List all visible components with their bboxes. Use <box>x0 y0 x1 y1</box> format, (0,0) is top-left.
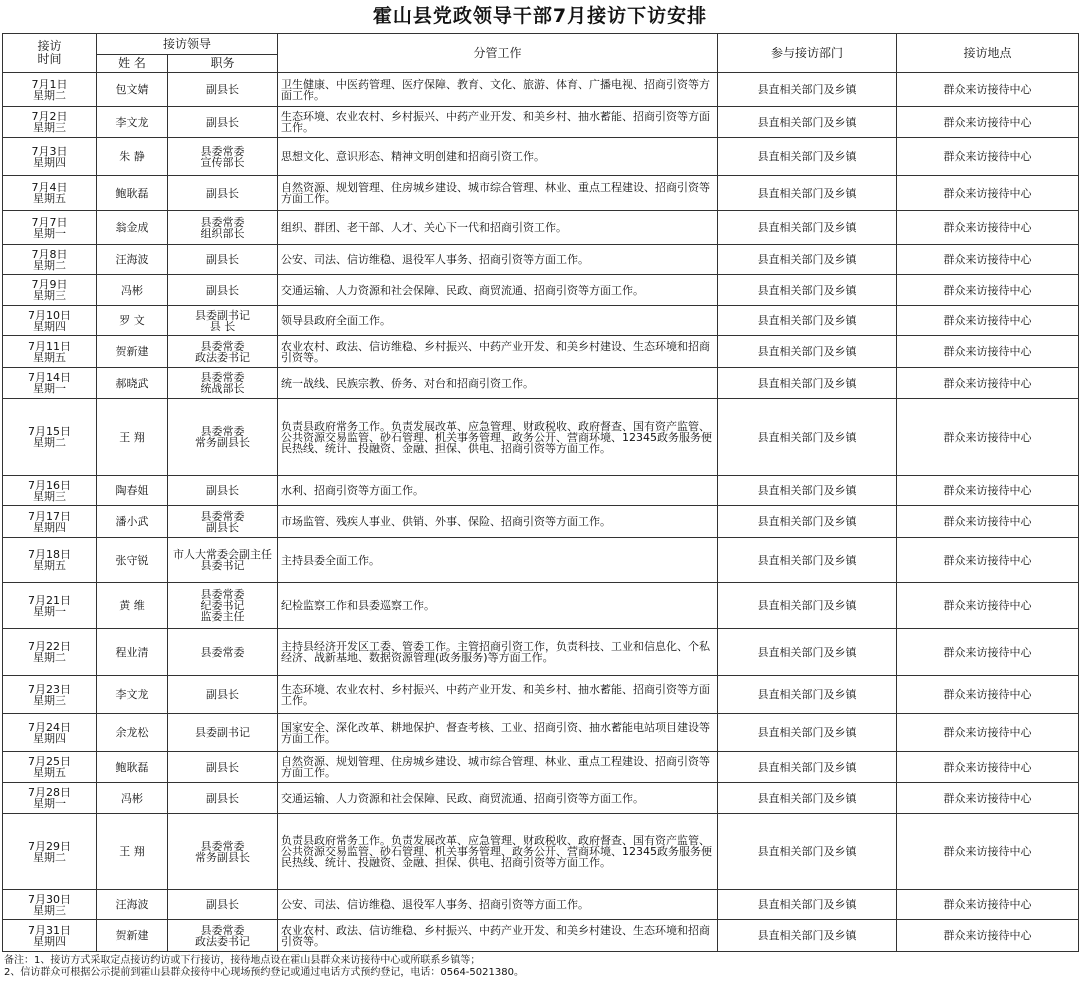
table-row <box>3 752 1079 783</box>
row-duties: 负责县政府常务工作。负责发展改革、应急管理、财政税收、政府督查、国有资产监管、公共资源交易监管、砂石管理、机关事务管理、政务公开、营商环境、12345政务服务便民热线、统计、投融资、金融、担保、供电、招商引资等方面工作。 <box>278 814 718 890</box>
row-name: 罗 文 <box>97 306 168 336</box>
row-date: 7月31日 星期四 <box>3 920 97 952</box>
row-duties: 自然资源、规划管理、住房城乡建设、城市综合管理、林业、重点工程建设、招商引资等方面工作。 <box>278 176 718 211</box>
row-duties: 交通运输、人力资源和社会保障、民政、商贸流通、招商引资等方面工作。 <box>278 275 718 306</box>
row-location: 群众来访接待中心 <box>897 506 1079 538</box>
row-name: 王 翔 <box>97 399 168 476</box>
header-time: 接访 时间 <box>3 34 97 73</box>
row-position: 副县长 <box>168 890 278 920</box>
table-row <box>3 629 1079 676</box>
row-position: 县委常委 纪委书记 监委主任 <box>168 583 278 629</box>
row-duties: 主持县经济开发区工委、管委工作。主管招商引资工作，负责科技、工业和信息化、个私经济、战新基地、数据资源管理(政务服务)等方面工作。 <box>278 629 718 676</box>
row-date: 7月23日 星期三 <box>3 676 97 714</box>
row-departments: 县直相关部门及乡镇 <box>718 176 897 211</box>
row-departments: 县直相关部门及乡镇 <box>718 368 897 399</box>
row-date: 7月22日 星期二 <box>3 629 97 676</box>
row-departments: 县直相关部门及乡镇 <box>718 814 897 890</box>
row-departments: 县直相关部门及乡镇 <box>718 306 897 336</box>
row-departments: 县直相关部门及乡镇 <box>718 783 897 814</box>
header-name: 姓 名 <box>97 55 168 73</box>
row-location: 群众来访接待中心 <box>897 399 1079 476</box>
row-date: 7月29日 星期二 <box>3 814 97 890</box>
row-location: 群众来访接待中心 <box>897 368 1079 399</box>
row-location: 群众来访接待中心 <box>897 306 1079 336</box>
table-row <box>3 783 1079 814</box>
table-row <box>3 814 1079 890</box>
row-name: 李文龙 <box>97 676 168 714</box>
row-position: 县委常委 副县长 <box>168 506 278 538</box>
table-row <box>3 399 1079 476</box>
table-row <box>3 890 1079 920</box>
row-position: 县委常委 常务副县长 <box>168 399 278 476</box>
row-location: 群众来访接待中心 <box>897 336 1079 368</box>
row-location: 群众来访接待中心 <box>897 783 1079 814</box>
table-row <box>3 714 1079 752</box>
row-duties: 交通运输、人力资源和社会保障、民政、商贸流通、招商引资等方面工作。 <box>278 783 718 814</box>
row-date: 7月4日 星期五 <box>3 176 97 211</box>
row-departments: 县直相关部门及乡镇 <box>718 138 897 176</box>
row-position: 副县长 <box>168 73 278 107</box>
row-date: 7月16日 星期三 <box>3 476 97 506</box>
row-date: 7月24日 星期四 <box>3 714 97 752</box>
row-location: 群众来访接待中心 <box>897 138 1079 176</box>
row-departments: 县直相关部门及乡镇 <box>718 275 897 306</box>
row-duties: 卫生健康、中医药管理、医疗保障、教育、文化、旅游、体育、广播电视、招商引资等方面工作。 <box>278 73 718 107</box>
table-row <box>3 920 1079 952</box>
row-duties: 生态环境、农业农村、乡村振兴、中药产业开发、和美乡村、抽水蓄能、招商引资等方面工作。 <box>278 107 718 138</box>
row-name: 贺新建 <box>97 920 168 952</box>
row-position: 副县长 <box>168 783 278 814</box>
row-position: 县委常委 宣传部长 <box>168 138 278 176</box>
row-name: 包文婧 <box>97 73 168 107</box>
row-duties: 自然资源、规划管理、住房城乡建设、城市综合管理、林业、重点工程建设、招商引资等方面工作。 <box>278 752 718 783</box>
row-location: 群众来访接待中心 <box>897 752 1079 783</box>
row-departments: 县直相关部门及乡镇 <box>718 629 897 676</box>
row-name: 郝晓武 <box>97 368 168 399</box>
row-date: 7月8日 星期二 <box>3 245 97 275</box>
row-location: 群众来访接待中心 <box>897 211 1079 245</box>
row-departments: 县直相关部门及乡镇 <box>718 920 897 952</box>
row-location: 群众来访接待中心 <box>897 107 1079 138</box>
row-duties: 领导县政府全面工作。 <box>278 306 718 336</box>
header-duties: 分管工作 <box>278 34 718 73</box>
row-location: 群众来访接待中心 <box>897 275 1079 306</box>
row-departments: 县直相关部门及乡镇 <box>718 583 897 629</box>
row-date: 7月11日 星期五 <box>3 336 97 368</box>
row-position: 市人大常委会副主任 县委书记 <box>168 538 278 583</box>
row-duties: 思想文化、意识形态、精神文明创建和招商引资工作。 <box>278 138 718 176</box>
row-date: 7月14日 星期一 <box>3 368 97 399</box>
row-departments: 县直相关部门及乡镇 <box>718 107 897 138</box>
row-duties: 主持县委全面工作。 <box>278 538 718 583</box>
row-duties: 国家安全、深化改革、耕地保护、督查考核、工业、招商引资、抽水蓄能电站项目建设等方面工作。 <box>278 714 718 752</box>
row-location: 群众来访接待中心 <box>897 714 1079 752</box>
table-row <box>3 275 1079 306</box>
row-position: 县委副书记 县 长 <box>168 306 278 336</box>
row-name: 余龙松 <box>97 714 168 752</box>
row-date: 7月7日 星期一 <box>3 211 97 245</box>
row-location: 群众来访接待中心 <box>897 538 1079 583</box>
row-location: 群众来访接待中心 <box>897 476 1079 506</box>
row-duties: 农业农村、政法、信访维稳、乡村振兴、中药产业开发、和美乡村建设、生态环境和招商引资等。 <box>278 920 718 952</box>
row-position: 县委副书记 <box>168 714 278 752</box>
row-date: 7月28日 星期一 <box>3 783 97 814</box>
row-duties: 统一战线、民族宗教、侨务、对台和招商引资工作。 <box>278 368 718 399</box>
row-duties: 水利、招商引资等方面工作。 <box>278 476 718 506</box>
row-departments: 县直相关部门及乡镇 <box>718 336 897 368</box>
row-date: 7月30日 星期三 <box>3 890 97 920</box>
row-departments: 县直相关部门及乡镇 <box>718 538 897 583</box>
table-row <box>3 138 1079 176</box>
row-name: 冯彬 <box>97 275 168 306</box>
row-name: 陶春姐 <box>97 476 168 506</box>
row-name: 李文龙 <box>97 107 168 138</box>
table-row <box>3 538 1079 583</box>
row-position: 县委常委 常务副县长 <box>168 814 278 890</box>
row-location: 群众来访接待中心 <box>897 73 1079 107</box>
row-duties: 组织、群团、老干部、人才、关心下一代和招商引资工作。 <box>278 211 718 245</box>
row-date: 7月25日 星期五 <box>3 752 97 783</box>
row-date: 7月17日 星期四 <box>3 506 97 538</box>
row-position: 副县长 <box>168 476 278 506</box>
row-duties: 公安、司法、信访维稳、退役军人事务、招商引资等方面工作。 <box>278 245 718 275</box>
row-name: 冯彬 <box>97 783 168 814</box>
header-position: 职务 <box>168 55 278 73</box>
row-date: 7月10日 星期四 <box>3 306 97 336</box>
row-date: 7月1日 星期二 <box>3 73 97 107</box>
row-departments: 县直相关部门及乡镇 <box>718 245 897 275</box>
row-location: 群众来访接待中心 <box>897 245 1079 275</box>
row-position: 县委常委 统战部长 <box>168 368 278 399</box>
row-date: 7月2日 星期三 <box>3 107 97 138</box>
row-departments: 县直相关部门及乡镇 <box>718 399 897 476</box>
header-leader-group: 接访领导 <box>97 34 278 55</box>
row-location: 群众来访接待中心 <box>897 583 1079 629</box>
row-position: 副县长 <box>168 275 278 306</box>
row-location: 群众来访接待中心 <box>897 890 1079 920</box>
row-departments: 县直相关部门及乡镇 <box>718 506 897 538</box>
row-name: 贺新建 <box>97 336 168 368</box>
table-row <box>3 211 1079 245</box>
row-departments: 县直相关部门及乡镇 <box>718 714 897 752</box>
row-position: 县委常委 组织部长 <box>168 211 278 245</box>
row-position: 副县长 <box>168 752 278 783</box>
row-position: 县委常委 <box>168 629 278 676</box>
row-date: 7月18日 星期五 <box>3 538 97 583</box>
row-duties: 市场监管、残疾人事业、供销、外事、保险、招商引资等方面工作。 <box>278 506 718 538</box>
row-position: 副县长 <box>168 107 278 138</box>
row-name: 潘小武 <box>97 506 168 538</box>
page-title: 霍山县党政领导干部7月接访下访安排 <box>372 5 708 27</box>
row-position: 副县长 <box>168 176 278 211</box>
row-name: 程业清 <box>97 629 168 676</box>
table-row <box>3 583 1079 629</box>
table-row <box>3 245 1079 275</box>
row-date: 7月15日 星期二 <box>3 399 97 476</box>
table-row <box>3 306 1079 336</box>
row-duties: 纪检监察工作和县委巡察工作。 <box>278 583 718 629</box>
table-row <box>3 336 1079 368</box>
table-row <box>3 368 1079 399</box>
table-row <box>3 676 1079 714</box>
row-location: 群众来访接待中心 <box>897 814 1079 890</box>
header-location: 接访地点 <box>897 34 1079 73</box>
row-name: 鲍耿磊 <box>97 176 168 211</box>
row-departments: 县直相关部门及乡镇 <box>718 73 897 107</box>
row-name: 张守锐 <box>97 538 168 583</box>
table-row <box>3 73 1079 107</box>
row-location: 群众来访接待中心 <box>897 920 1079 952</box>
row-departments: 县直相关部门及乡镇 <box>718 476 897 506</box>
row-location: 群众来访接待中心 <box>897 676 1079 714</box>
table-row <box>3 476 1079 506</box>
row-duties: 负责县政府常务工作。负责发展改革、应急管理、财政税收、政府督查、国有资产监管、公共资源交易监管、砂石管理、机关事务管理、政务公开、营商环境、12345政务服务便民热线、统计、投融资、金融、担保、供电、招商引资等方面工作。 <box>278 399 718 476</box>
row-name: 王 翔 <box>97 814 168 890</box>
row-date: 7月9日 星期三 <box>3 275 97 306</box>
row-duties: 农业农村、政法、信访维稳、乡村振兴、中药产业开发、和美乡村建设、生态环境和招商引资等。 <box>278 336 718 368</box>
row-position: 副县长 <box>168 676 278 714</box>
row-duties: 生态环境、农业农村、乡村振兴、中药产业开发、和美乡村、抽水蓄能、招商引资等方面工作。 <box>278 676 718 714</box>
row-departments: 县直相关部门及乡镇 <box>718 752 897 783</box>
row-location: 群众来访接待中心 <box>897 176 1079 211</box>
row-position: 县委常委 政法委书记 <box>168 920 278 952</box>
header-departments: 参与接访部门 <box>718 34 897 73</box>
table-row <box>3 506 1079 538</box>
row-date: 7月21日 星期一 <box>3 583 97 629</box>
row-name: 汪海波 <box>97 890 168 920</box>
row-date: 7月3日 星期四 <box>3 138 97 176</box>
row-name: 黄 维 <box>97 583 168 629</box>
row-departments: 县直相关部门及乡镇 <box>718 676 897 714</box>
row-departments: 县直相关部门及乡镇 <box>718 211 897 245</box>
row-name: 朱 静 <box>97 138 168 176</box>
row-position: 副县长 <box>168 245 278 275</box>
schedule-table <box>2 33 1079 952</box>
row-position: 县委常委 政法委书记 <box>168 336 278 368</box>
row-name: 汪海波 <box>97 245 168 275</box>
table-row <box>3 107 1079 138</box>
row-name: 鲍耿磊 <box>97 752 168 783</box>
table-row <box>3 176 1079 211</box>
row-location: 群众来访接待中心 <box>897 629 1079 676</box>
row-departments: 县直相关部门及乡镇 <box>718 890 897 920</box>
row-duties: 公安、司法、信访维稳、退役军人事务、招商引资等方面工作。 <box>278 890 718 920</box>
row-name: 翁金成 <box>97 211 168 245</box>
footnote: 备注：1、接访方式采取定点接访约访或下行接访，接待地点设在霍山县群众来访接待中心或所联系乡镇等； 2、信访群众可根据公示提前到霍山县群众接待中心现场预约登记或通过电话方式预约登记，电话：0564-5021380。 <box>4 955 524 978</box>
